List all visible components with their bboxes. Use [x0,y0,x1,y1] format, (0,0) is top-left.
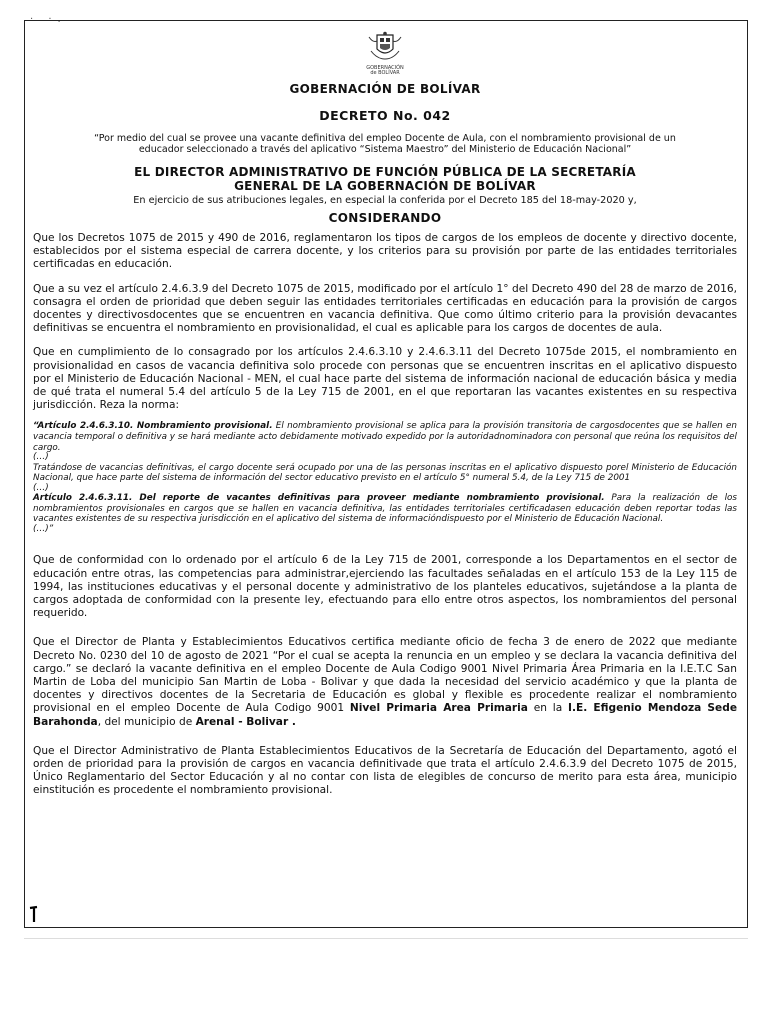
p5-connector: en la [527,702,569,715]
document-page [24,20,748,928]
divider [24,938,748,939]
quote-definitive-vacancies: Tratándose de vacancias definitivas, el cargo docente será ocupado por una de las personas inscritas en el aplicativo dispuesto porel Ministerio de Educación Nacional, que hace parte del sistema de información del sector educativo previsto en el artículo 5° numeral 5.4, de la Ley 715 de 2001 [33,462,737,484]
pen-mark-icon [29,905,39,923]
quote-article-11-title: Artículo 2.4.6.3.11. Del reporte de vacantes definitivas para proveer mediante nombramiento provisional. [33,493,605,504]
paragraph-decrees: Que los Decretos 1075 de 2015 y 490 de 2016, reglamentaron los tipos de cargos de los empleos de docente y directivo docente, establecidos por el sistema especial de carrera docente, y los criterios para su provisión por parte de las entidades territoriales certificadas en educación. [33,232,737,271]
decree-number: DECRETO No. 042 [319,108,451,123]
crest-caption-line2: de BOLÍVAR [370,70,400,76]
p5-institution: I.E. Efigenio Mendoza Sede Barahonda [33,702,737,728]
director-heading [33,165,737,193]
director-heading-line2: GENERAL DE LA GOBERNACIÓN DE BOLÍVAR [234,179,536,193]
ellipsis: (…) [33,452,49,463]
quote-article-10-text: El nombramiento provisional se aplica para la provisión transitoria de cargosdocentes que se hallen en vacancia temporal o definitiva y se hará mediante acto debidamente motivado expedido por la autoridadnominadora con personal que reúna los requisitos del cargo. [33,421,737,453]
legal-powers: En ejercicio de sus atribuciones legales, en especial la conferida por el Decreto 185 del 18-may-2020 y, [133,195,637,206]
corner-marks: · ·. [30,14,67,25]
government-title: GOBERNACIÓN DE BOLÍVAR [289,82,481,96]
quote-article-11-text: Para la realización de los nombramientos provisionales en cargos que se hallen en vacancia definitiva, las entidades territoriales certificadasen educación deben reportar todas las vacantes existentes de su respectiva jurisdicción en el aplicativo del sistema de informacióndispuesto por el Ministerio de Educación Nacional. [33,493,737,525]
paragraph-priority-order: Que a su vez el artículo 2.4.6.3.9 del Decreto 1075 de 2015, modificado por el artículo 1° del Decreto 490 del 28 de marzo de 2016, consagra el orden de prioridad que deben seguir las entidades territoriales certificadas en educación para la provisión de cargos docentes y directivosdocentes que se encuentren en vacancia definitiva. Que como último criterio para la provisión devacantes definitivas se encuentra el nombramiento en provisionalidad, el cual es aplicable para los cargos de docentes de aula. [33,282,737,335]
paragraph-law-715: Que de conformidad con lo ordenado por el artículo 6 de la Ley 715 de 2001, corresponde a los Departamentos en el sector de educación entre otras, las competencias para administrar,ejerciendo las facultades señaladas en el artículo 153 de la Ley 115 de 1994, las instituciones educativas y el personal docente y administrativo de los planteles educativos, sujetándose a la planta de cargos adoptada de conformidad con la presente ley, efectuando para ello entre otros aspectos, los nombramientos del personal requerido. [33,554,737,620]
crest-caption-line1: GOBERNACIÓN [366,65,404,71]
paragraph-director-certifies [33,636,737,728]
paragraph-priority-exhausted: Que el Director Administrativo de Planta Establecimientos Educativos de la Secretaría de Educación del Departamento, agotó el orden de prioridad para la provisión de cargos en vacancia definitivade que trata el artículo 2.4.6.3.9 del Decreto 1075 de 2015, Único Reglamentario del Sector Educación y al no contar con lista de elegibles de concurso de merito para esta área, municipio einstitución es procedente el nombramiento provisional. [33,744,737,797]
considering-heading: CONSIDERANDO [328,211,442,225]
paragraph-compliance: Que en cumplimiento de lo consagrado por los artículos 2.4.6.3.10 y 2.4.6.3.11 del Decreto 1075de 2015, el nombramiento en provisionalidad en casos de vacancia definitiva solo procede con personas que se encuentren inscritas en el aplicativo dispuesto por el Ministerio de Educación Nacional - MEN, el cual hace parte del sistema de información nacional de educación básica y media de qué trata el numeral 5.4 del artículo 5 de la Ley 715 de 2001, en el que reportaran las vacantes existentes en su respectiva jurisdicción. Reza la norma: [33,346,737,412]
p5-municipality: Arenal - Bolivar . [195,715,296,728]
ellipsis: (…)” [33,524,54,534]
quote-article-10 [33,421,737,453]
ellipsis: (…) [33,482,49,493]
p5-connector-2: , del municipio de [97,715,196,728]
director-heading-line1: EL DIRECTOR ADMINISTRATIVO DE FUNCIÓN PÚBLICA DE LA SECRETARÍA [134,165,636,179]
decree-subject: “Por medio del cual se provee una vacante definitiva del empleo Docente de Aula, con el nombramiento provisional de un educador seleccionado a través del aplicativo “Sistema Maestro” del Ministerio de Educación Nacional” [94,133,676,155]
p5-text: Que el Director de Planta y Establecimientos Educativos certifica mediante oficio de fecha 3 de enero de 2022 que mediante Decreto No. 0230 del 10 de agosto de 2021 “Por el cual se acepta la renuncia en un empleo y se declara la vacancia definitiva del cargo.” se declaró la vacante definitiva en el empleo Docente de Aula Codigo 9001 Nivel Primaria Área Primaria en la I.E.T.C San Martin de Loba del municipio San Martin de Loba - Bolivar y que dada la necesidad del servicio académico y que la planta de docentes y directivos docentes de la Secretaria de Educación es global y flexible es procedente realizar el nombramiento provisional en el empleo Docente de Aula Codigo 9001 [33,636,737,715]
quote-article-10-title: “Artículo 2.4.6.3.10. Nombramiento provisional. [33,421,273,432]
quote-article-11 [33,493,737,525]
coat-of-arms-icon [363,31,407,65]
p5-level: Nivel Primaria Area Primaria [349,702,528,715]
